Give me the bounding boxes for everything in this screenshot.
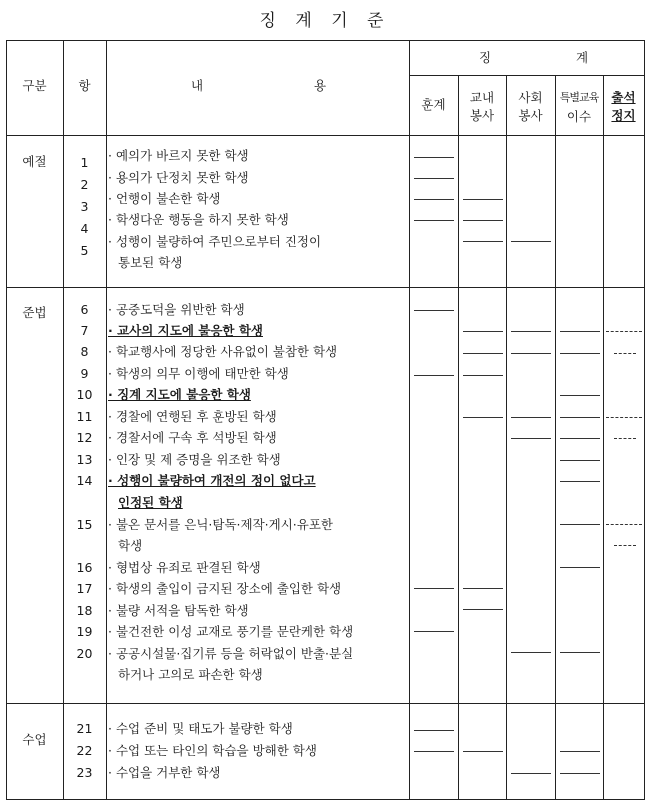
row-text-continued: 학생	[118, 538, 143, 553]
row-text: · 성행이 불량하여 주민으로부터 진정이	[108, 234, 322, 249]
header-category: 구분	[22, 78, 47, 93]
mark-social-service	[511, 331, 551, 332]
mark-warning	[414, 588, 454, 589]
row-text: · 불건전한 이성 교재로 풍기를 문란케한 학생	[108, 624, 354, 639]
discipline-table	[6, 40, 645, 800]
row-text: · 교사의 지도에 불응한 학생	[108, 323, 263, 338]
header-col-suspension: 출석 정지	[611, 90, 636, 123]
mark-special-education	[560, 417, 600, 418]
header-clause: 항	[78, 78, 91, 93]
mark-suspension	[614, 353, 636, 354]
row-text: · 언행이 불손한 학생	[108, 191, 221, 206]
row-number: 5	[80, 243, 89, 258]
row-text: · 성행이 불량하여 개전의 정이 없다고	[108, 473, 316, 488]
mark-special-education	[560, 567, 600, 568]
section-class: 수업	[22, 732, 47, 747]
row-text: · 경찰서에 구속 후 석방된 학생	[108, 430, 277, 445]
row-number: 21	[76, 721, 93, 736]
mark-special-education	[560, 438, 600, 439]
row-text: · 학생의 출입이 금지된 장소에 출입한 학생	[108, 581, 342, 596]
header-col-special-education: 특별교육 이수	[559, 91, 599, 124]
mark-special-education	[560, 353, 600, 354]
header-col-school-service: 교내 봉사	[469, 90, 495, 123]
row-text: · 징계 지도에 불응한 학생	[108, 387, 251, 402]
section-etiquette: 예절	[22, 154, 47, 169]
row-number: 10	[76, 387, 93, 402]
row-number: 12	[76, 430, 93, 445]
mark-warning	[414, 730, 454, 731]
row-number: 4	[80, 221, 89, 236]
header-discipline-a: 징	[479, 50, 492, 65]
row-text: · 용의가 단정치 못한 학생	[108, 170, 249, 185]
header-content-b: 용	[314, 78, 327, 93]
row-number: 3	[80, 199, 89, 214]
row-text: · 불온 문서를 은닉·탐독·제작·게시·유포한	[108, 517, 333, 532]
row-number: 8	[80, 344, 89, 359]
row-number: 18	[76, 603, 93, 618]
mark-warning	[414, 375, 454, 376]
row-text: · 수업 준비 및 태도가 불량한 학생	[108, 721, 293, 736]
mark-social-service	[511, 438, 551, 439]
section-compliance: 준법	[22, 305, 47, 320]
mark-school-service	[463, 609, 503, 610]
row-text: · 인장 및 제 증명을 위조한 학생	[108, 452, 281, 467]
mark-special-education	[560, 773, 600, 774]
header-col-warning: 훈계	[421, 97, 446, 112]
mark-school-service	[463, 751, 503, 752]
row-number: 22	[76, 743, 93, 758]
mark-special-education	[560, 751, 600, 752]
mark-suspension	[606, 524, 642, 525]
row-number: 2	[80, 177, 89, 192]
row-text: · 수업 또는 타인의 학습을 방해한 학생	[108, 743, 317, 758]
row-text: · 경찰에 연행된 후 훈방된 학생	[108, 409, 277, 424]
mark-suspension	[606, 331, 642, 332]
row-number: 19	[76, 624, 93, 639]
mark-suspension	[614, 545, 636, 546]
row-text: · 학생다운 행동을 하지 못한 학생	[108, 212, 289, 227]
row-number: 20	[76, 646, 93, 661]
mark-social-service	[511, 353, 551, 354]
mark-special-education	[560, 524, 600, 525]
mark-warning	[414, 199, 454, 200]
header-content-a: 내	[191, 78, 204, 93]
row-text: · 공중도덕을 위반한 학생	[108, 302, 245, 317]
row-text: · 공공시설물·집기류 등을 허락없이 반출·분실	[108, 646, 354, 661]
row-text: · 학생의 의무 이행에 태만한 학생	[108, 366, 289, 381]
mark-warning	[414, 310, 454, 311]
row-number: 16	[76, 560, 93, 575]
row-text-continued: 인정된 학생	[118, 495, 183, 510]
mark-special-education	[560, 460, 600, 461]
mark-suspension	[614, 438, 636, 439]
header-discipline-b: 계	[576, 50, 589, 65]
row-number: 11	[76, 409, 93, 424]
row-text-continued: 하거나 고의로 파손한 학생	[118, 667, 263, 682]
row-text: · 수업을 거부한 학생	[108, 765, 221, 780]
mark-social-service	[511, 652, 551, 653]
row-number: 15	[76, 517, 93, 532]
mark-school-service	[463, 331, 503, 332]
mark-suspension	[606, 417, 642, 418]
row-number: 17	[76, 581, 93, 596]
row-number: 9	[80, 366, 89, 381]
mark-school-service	[463, 375, 503, 376]
header-col-social-service: 사회 봉사	[518, 90, 543, 123]
row-text: · 학교행사에 정당한 사유없이 불참한 학생	[108, 344, 338, 359]
mark-school-service	[463, 353, 503, 354]
mark-social-service	[511, 417, 551, 418]
mark-special-education	[560, 331, 600, 332]
row-text: · 불량 서적을 탐독한 학생	[108, 603, 249, 618]
mark-warning	[414, 220, 454, 221]
mark-warning	[414, 751, 454, 752]
mark-special-education	[560, 652, 600, 653]
row-number: 7	[80, 323, 89, 338]
mark-social-service	[511, 773, 551, 774]
page-title: 징 계 기 준	[259, 11, 391, 31]
mark-special-education	[560, 395, 600, 396]
mark-social-service	[511, 241, 551, 242]
row-number: 6	[80, 302, 89, 317]
mark-special-education	[560, 481, 600, 482]
row-number: 1	[80, 155, 89, 170]
mark-school-service	[463, 417, 503, 418]
row-number: 13	[76, 452, 93, 467]
row-number: 23	[76, 765, 93, 780]
row-number: 14	[76, 473, 93, 488]
row-text: · 형법상 유죄로 판결된 학생	[108, 560, 261, 575]
row-text: · 예의가 바르지 못한 학생	[108, 148, 249, 163]
mark-school-service	[463, 199, 503, 200]
mark-school-service	[463, 220, 503, 221]
mark-school-service	[463, 241, 503, 242]
mark-warning	[414, 157, 454, 158]
row-text-continued: 통보된 학생	[118, 255, 183, 270]
mark-school-service	[463, 588, 503, 589]
mark-warning	[414, 178, 454, 179]
mark-warning	[414, 631, 454, 632]
